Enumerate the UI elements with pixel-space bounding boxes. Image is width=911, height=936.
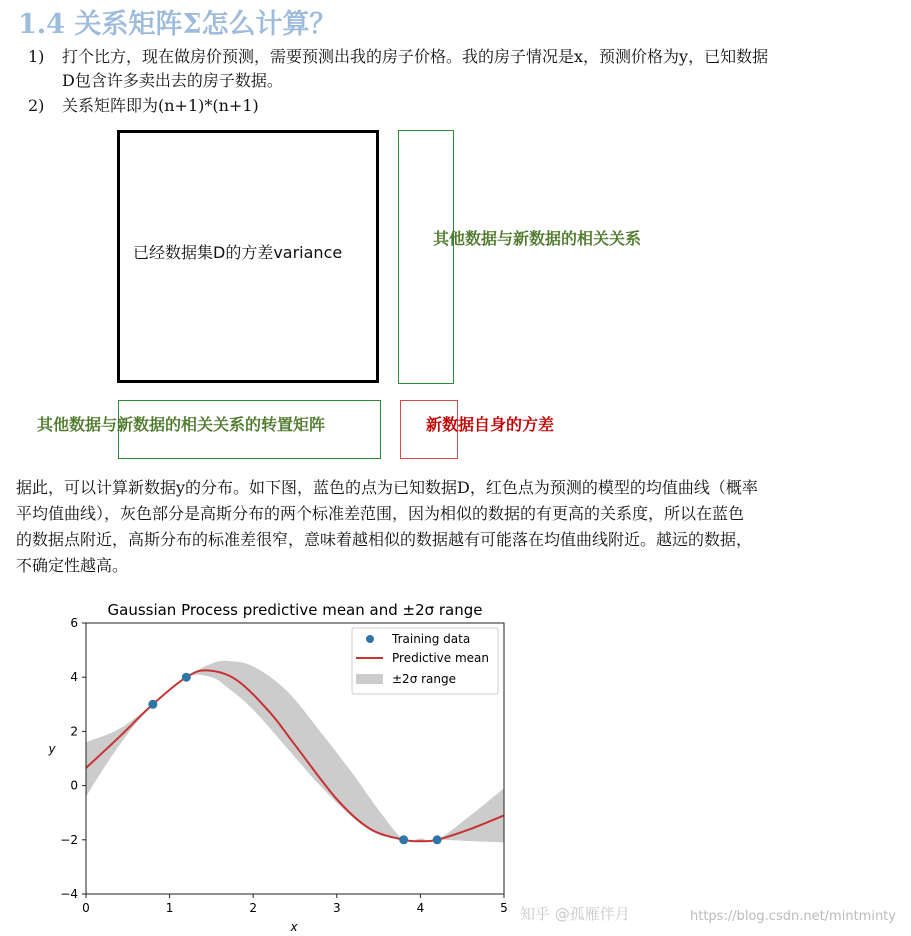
legend-training: Training data: [392, 632, 471, 646]
chart-title: Gaussian Process predictive mean and ±2σ range: [107, 601, 483, 619]
x-tick-label: 0: [82, 901, 90, 915]
y-tick-label: 6: [70, 616, 78, 630]
right-block-label: 其他数据与新数据的相关关系: [433, 229, 642, 248]
legend: [352, 628, 498, 694]
paragraph-line: 的数据点附近，高斯分布的标准差很窄，意味着越相似的数据越有可能落在均值曲线附近。越远的数据，: [16, 530, 753, 549]
list-text: 打个比方，现在做房价预测，需要预测出我的房子价格。我的房子情况是x，预测价格为y，已知数据: [62, 47, 769, 66]
training-point: [148, 700, 157, 709]
y-axis-label: y: [48, 742, 56, 756]
paragraph-line: 据此，可以计算新数据y的分布。如下图，蓝色的点为已知数据D，红色点为预测的模型的均值曲线（概率: [16, 478, 758, 497]
list-item: [28, 44, 768, 67]
list-number: 1): [28, 47, 45, 66]
x-tick-label: 2: [249, 901, 258, 915]
description-paragraph: [16, 475, 758, 579]
gp-chart: [0, 590, 911, 936]
y-tick-label: 4: [70, 670, 78, 685]
training-point: [182, 673, 191, 682]
legend-band-marker: [356, 674, 383, 684]
csdn-watermark: https://blog.csdn.net/mintminty: [690, 909, 896, 924]
paragraph-line: 平均值曲线），灰色部分是高斯分布的两个标准差范围，因为相似的数据的有更高的关系度，所以在蓝色: [16, 504, 745, 523]
training-point: [433, 835, 442, 844]
corner-block-label: 新数据自身的方差: [426, 415, 555, 434]
list-item-continuation: D包含许多卖出去的房子数据。: [62, 71, 283, 90]
bottom-block-label: 其他数据与新数据的相关关系的转置矩阵: [37, 415, 326, 434]
x-tick-label: 4: [416, 901, 425, 915]
paragraph-line: 不确定性越高。: [16, 556, 129, 575]
legend-band: ±2σ range: [392, 672, 457, 686]
legend-mean: Predictive mean: [392, 651, 489, 665]
y-tick-label: 0: [70, 778, 78, 793]
list-number: 2): [28, 96, 45, 115]
zhihu-watermark: 知乎 @孤雁伴月: [520, 905, 630, 923]
right-block: [398, 130, 454, 384]
x-tick-label: 1: [165, 901, 174, 915]
list-text: 关系矩阵即为(n+1)*(n+1): [62, 96, 259, 115]
x-tick-label: 5: [500, 901, 508, 915]
section-heading: 1.4 关系矩阵Σ怎么计算？: [18, 9, 337, 40]
y-tick-label: 2: [70, 724, 78, 739]
training-point: [399, 835, 408, 844]
y-tick-label: −4: [60, 887, 78, 901]
legend-point-marker: [366, 635, 374, 643]
y-tick-label: −2: [60, 832, 78, 847]
main-block-label: 已经数据集D的方差variance: [133, 243, 343, 262]
list-item: [28, 93, 259, 116]
x-axis-label: x: [290, 920, 298, 934]
x-tick-label: 3: [332, 901, 341, 915]
